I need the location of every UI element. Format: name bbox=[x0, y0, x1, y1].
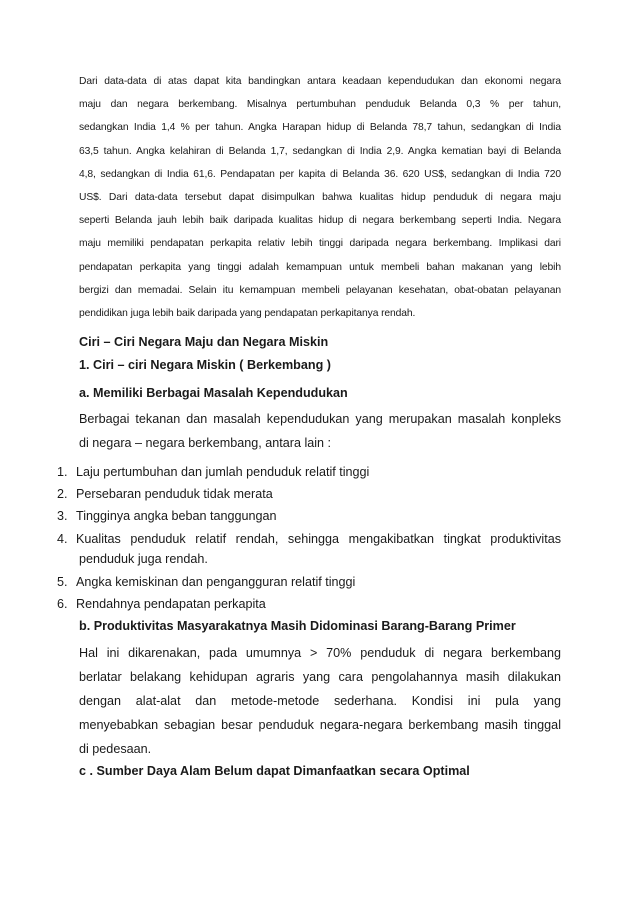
intro-line: pendapatan perkapita yang tinggi adalah kemampuan untuk membeli bahan makanan yang lebih bbox=[79, 261, 561, 273]
paragraph-b-line: menyebabkan sebagian besar penduduk negara-negara berkembang masih tinggal bbox=[79, 718, 561, 732]
paragraph-b-line: Hal ini dikarenakan, pada umumnya > 70% penduduk di negara berkembang bbox=[79, 646, 561, 660]
intro-line: seperti Belanda jauh lebih baik daripada kualitas hidup di negara berkembang seperti India. Negara bbox=[79, 215, 561, 227]
list-number: 3. bbox=[57, 509, 68, 523]
heading-main: Ciri – Ciri Negara Maju dan Negara Miskin bbox=[79, 335, 329, 349]
heading-sub1: 1. Ciri – ciri Negara Miskin ( Berkembang ) bbox=[79, 358, 331, 372]
paragraph-b-line: berlatar belakang kehidupan agraris yang cara pengolahannya masih dilakukan bbox=[79, 670, 561, 684]
list-number: 4. bbox=[57, 532, 68, 546]
list-text: Laju pertumbuhan dan jumlah penduduk relatif tinggi bbox=[76, 465, 370, 479]
intro-line: pendidikan juga lebih baik daripada yang pendapatan perkapitanya rendah. bbox=[79, 308, 416, 320]
heading-a: a. Memiliki Berbagai Masalah Kependudukan bbox=[79, 386, 348, 400]
intro-line: US$. Dari data-data tersebut dapat disimpulkan bahwa kualitas hidup penduduk di negara maju bbox=[79, 192, 561, 204]
heading-c: c . Sumber Daya Alam Belum dapat Dimanfaatkan secara Optimal bbox=[79, 764, 470, 778]
list-number: 6. bbox=[57, 597, 68, 611]
paragraph-b bbox=[79, 641, 561, 761]
list-text: Persebaran penduduk tidak merata bbox=[76, 487, 273, 501]
list-item-continuation: penduduk juga rendah. bbox=[79, 552, 208, 566]
paragraph-a-line: Berbagai tekanan dan masalah kependudukan yang merupakan masalah konpleks bbox=[79, 412, 561, 426]
intro-paragraph bbox=[79, 70, 561, 325]
list-number: 1. bbox=[57, 465, 68, 479]
paragraph-a bbox=[79, 407, 561, 455]
list-text: Rendahnya pendapatan perkapita bbox=[76, 597, 266, 611]
paragraph-b-line: di pedesaan. bbox=[79, 742, 152, 756]
list-number: 5. bbox=[57, 575, 68, 589]
intro-line: 63,5 tahun. Angka kelahiran di Belanda 1,7, sedangkan di India 2,9. Angka kematian bayi di Belanda bbox=[79, 145, 561, 157]
list-number: 2. bbox=[57, 487, 68, 501]
paragraph-a-line: di negara – negara berkembang, antara lain : bbox=[79, 436, 332, 450]
intro-line: Dari data-data di atas dapat kita bandingkan antara keadaan kependudukan dan ekonomi negara bbox=[79, 76, 561, 87]
heading-b: b. Produktivitas Masyarakatnya Masih Didominasi Barang-Barang Primer bbox=[79, 619, 516, 633]
list-text: Angka kemiskinan dan pengangguran relatif tinggi bbox=[76, 575, 356, 589]
intro-line: maju dan negara berkembang. Misalnya pertumbuhan penduduk Belanda 0,3 % per tahun, bbox=[79, 99, 561, 111]
list-text: Kualitas penduduk relatif rendah, sehingga mengakibatkan tingkat produktivitas bbox=[76, 532, 561, 546]
list-text: Tingginya angka beban tanggungan bbox=[76, 509, 277, 523]
intro-line: bergizi dan memadai. Selain itu kemampuan membeli pelayanan kesehatan, obat-obatan pelayanan bbox=[79, 284, 561, 296]
intro-line: sedangkan India 1,4 % per tahun. Angka Harapan hidup di Belanda 78,7 tahun, sedangkan di India bbox=[79, 122, 561, 134]
intro-line: 4,8, sedangkan di India 61,6. Pendapatan per kapita di Belanda 36. 620 US$, sedangkan di India 720 bbox=[79, 168, 561, 180]
intro-line: maju memiliki pendapatan perkapita relativ lebih tinggi daripada negara berkembang. Implikasi dari bbox=[79, 238, 561, 250]
paragraph-b-line: dengan alat-alat dan metode-metode sederhana. Kondisi ini pula yang bbox=[79, 694, 561, 708]
